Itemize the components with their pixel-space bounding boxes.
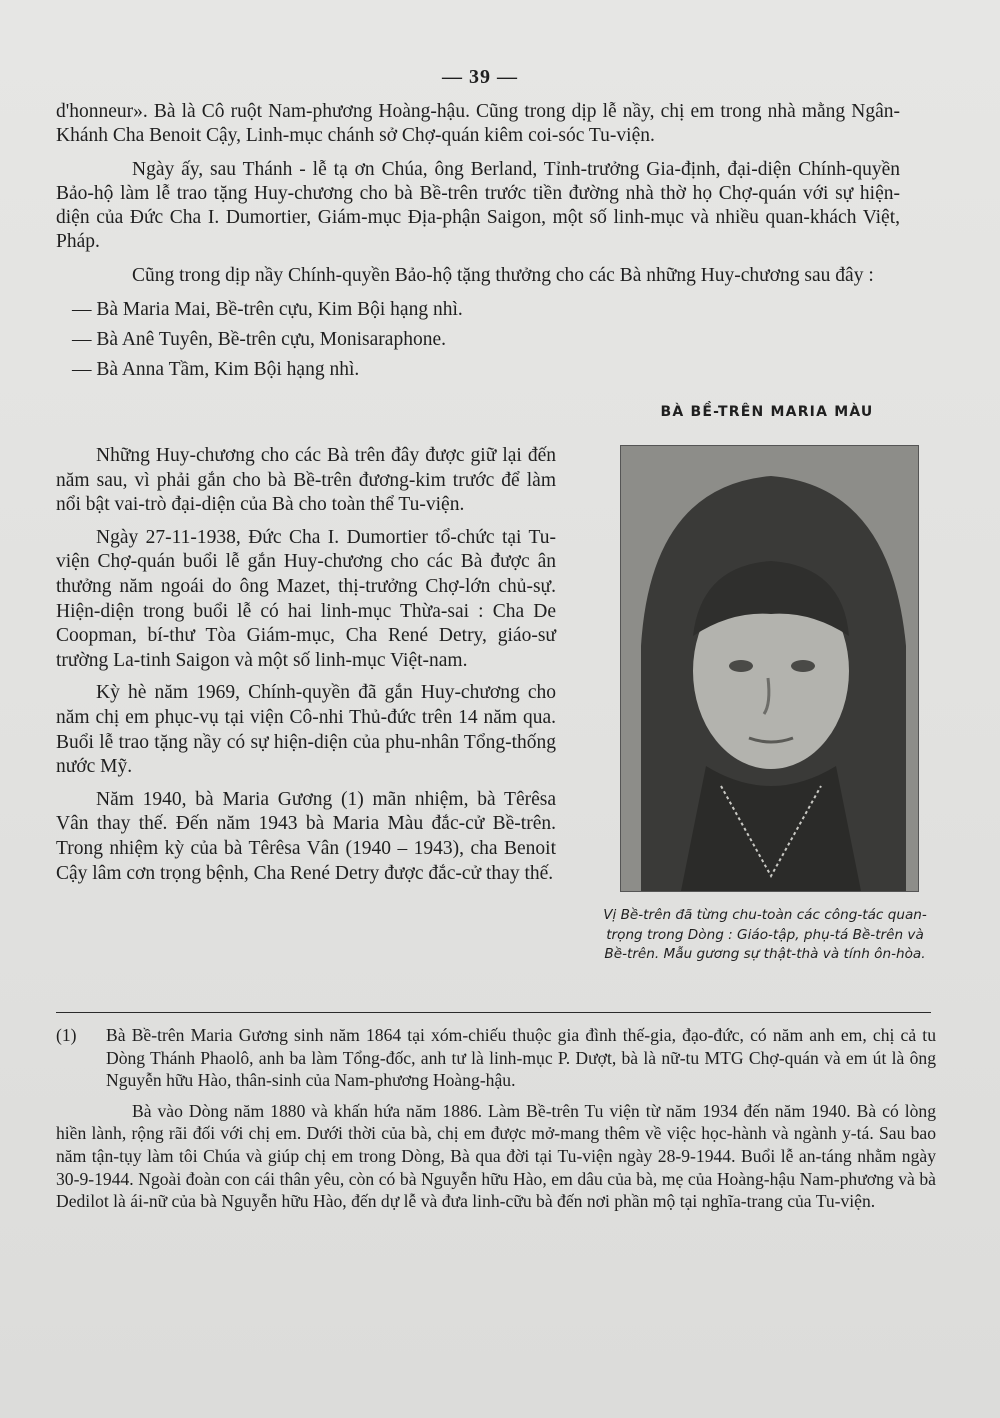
- portrait-illustration: [621, 446, 918, 891]
- portrait-photo: [620, 445, 919, 892]
- medal-list-item: — Bà Anna Tầm, Kim Bội hạng nhì.: [72, 359, 360, 380]
- footnote-paragraph-2: Bà vào Dòng năm 1880 và khấn hứa năm 1886. Làm Bề-trên Tu viện từ năm 1934 đến năm 1940. Bà có lòng hiền lành, rộng rãi đối với chị em. Dưới thời của bà, chị em được mở-mang thêm về việc học-hành và ngành y-tá. Sau bao năm tận-tụy làm tôi Chúa và giúp chị em trong Dòng, Bà qua đời tại Tu-viện ngày 28-9-1944. Buổi lễ an-táng nhằm ngày 30-9-1944. Ngoài đoàn con cái thân yêu, còn có bà Nguyễn hữu Hào, em dâu của bà, mẹ của Hoàng-hậu Nam-phương và bà Dedilot là ái-nữ của bà Nguyễn hữu Hào, đến dự lễ và đưa linh-cữu bà đến nơi phần mộ tại nghĩa-trang của Tu-viện.: [56, 1100, 936, 1212]
- footnote-paragraph-1: [56, 1024, 936, 1092]
- column-paragraph-1: Những Huy-chương cho các Bà trên đây được giữ lại đến năm sau, vì phải gắn cho bà Bề-trên đương-kim trước để làm nổi bật vai-trò đại-diện của Bà cho toàn thể Tu-viện.: [56, 445, 556, 516]
- medal-list-item: — Bà Anê Tuyên, Bề-trên cựu, Monisaraphone.: [72, 329, 446, 350]
- medal-list: [56, 298, 900, 382]
- footnote-text-1: Bà Bề-trên Maria Gương sinh năm 1864 tại xóm-chiếu thuộc gia đình thế-gia, đạo-đức, có năm anh em, chị cả tu Dòng Thánh Phaolô, anh ba làm Tổng-đốc, anh tư là linh-mục P. Dượt, bà là nữ-tu MTG Chợ-quán và em út là ông Nguyễn hữu Hào, thân-sinh của Nam-phương Hoàng-hậu.: [106, 1025, 936, 1091]
- intro-paragraph-2: Ngày ấy, sau Thánh - lễ tạ ơn Chúa, ông Berland, Tỉnh-trưởng Gia-định, đại-diện Chính-quyền Bảo-hộ làm lễ trao tặng Huy-chương cho bà Bề-trên trước tiền đường nhà thờ họ Chợ-quán với sự hiện-diện của Đức Cha I. Dumortier, Giám-mục Địa-phận Saigon, một số linh-mục và nhiều quan-khách Việt, Pháp.: [56, 159, 900, 252]
- intro-paragraph-3: Cũng trong dịp nầy Chính-quyền Bảo-hộ tặng thưởng cho các Bà những Huy-chương sau đây :: [132, 265, 874, 286]
- intro-paragraph-1: d'honneur». Bà là Cô ruột Nam-phương Hoàng-hậu. Cũng trong dịp lễ nầy, chị em trong nhà mằng Ngân-Khánh Cha Benoit Cậy, Linh-mục chánh sở Chợ-quán kiêm coi-sóc Tu-viện.: [56, 101, 900, 146]
- left-column-text: [56, 444, 556, 894]
- photo-title: BÀ BỀ-TRÊN MARIA MÀU: [660, 404, 874, 420]
- column-paragraph-4: Năm 1940, bà Maria Gương (1) mãn nhiệm, bà Têrêsa Vân thay thế. Đến năm 1943 bà Maria Màu đắc-cử Bề-trên. Trong nhiệm kỳ của bà Têrêsa Vân (1940 – 1943), cha Benoit Cậy lâm cơn trọng bệnh, Cha René Detry được đắc-cử thay thế.: [56, 788, 556, 884]
- column-paragraph-3: Kỳ hè năm 1969, Chính-quyền đã gắn Huy-chương cho năm chị em phục-vụ tại viện Cô-nhi Thủ-đức trên 14 năm qua. Buổi lễ trao tặng nầy có sự hiện-diện của phu-nhân Tổng-thống nước Mỹ.: [56, 682, 556, 778]
- photo-caption: Vị Bề-trên đã từng chu-toàn các công-tác quan-trọng trong Dòng : Giáo-tập, phụ-tá Bề-trên và Bề-trên. Mẫu gương sự thật-thà và tính ôn-hòa.: [603, 907, 927, 962]
- footnote: [56, 1024, 936, 1221]
- intro-text: [56, 100, 900, 388]
- column-paragraph-2: Ngày 27-11-1938, Đức Cha I. Dumortier tổ-chức tại Tu-viện Chợ-quán buổi lễ gắn Huy-chương cho các Bà được ân thưởng năm ngoái do ông Mazet, thị-trưởng Chợ-lớn chủ-sự. Hiện-diện trong buổi lễ có hai linh-mục Thừa-sai : Cha De Coopman, bí-thư Tòa Giám-mục, Cha René Detry, giáo-sư trường La-tinh Saigon và một số linh-mục Việt-nam.: [56, 526, 556, 671]
- footnote-divider: [56, 1012, 931, 1013]
- medal-list-item: — Bà Maria Mai, Bề-trên cựu, Kim Bội hạng nhì.: [72, 299, 463, 320]
- page-number: — 39 —: [442, 66, 518, 88]
- footnote-number: (1): [56, 1025, 77, 1045]
